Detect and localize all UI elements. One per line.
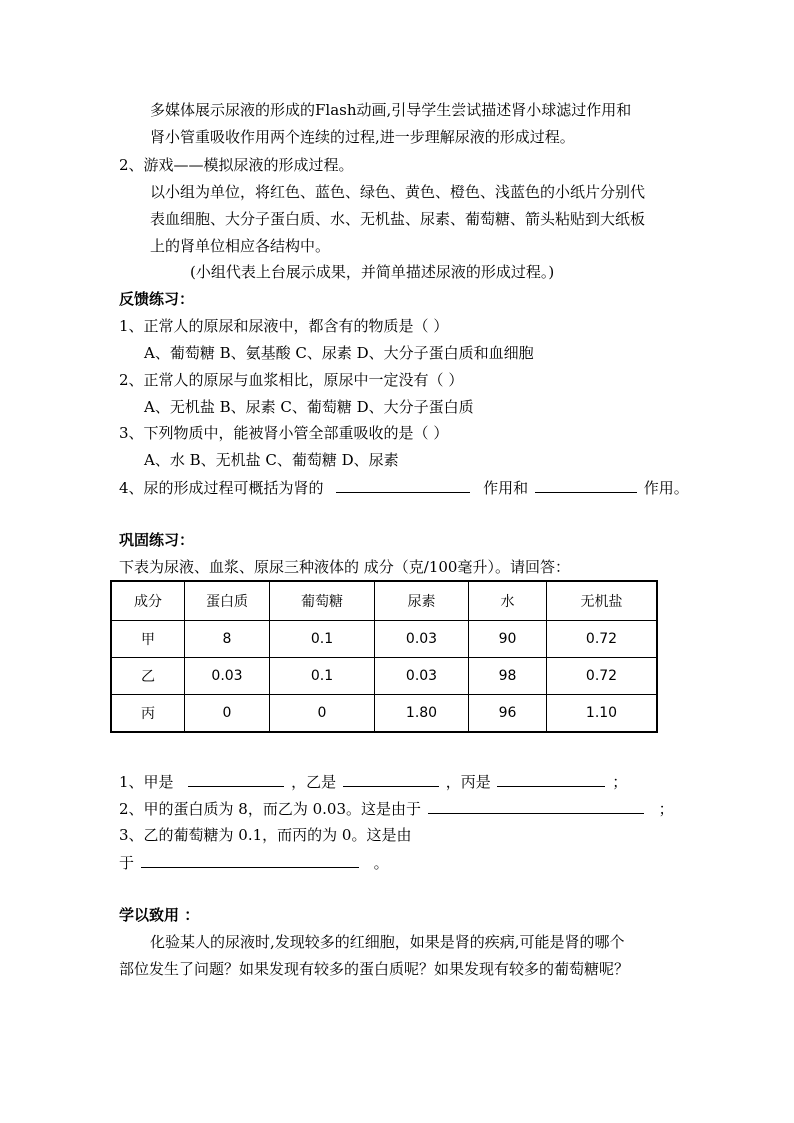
feedback-question-2-options: A、无机盐 B、尿素 C、葡萄糖 D、大分子蛋白质: [144, 398, 474, 416]
answer-blank-4[interactable]: [343, 770, 439, 787]
answer-1-part-1: 1、甲是: [119, 773, 174, 791]
answer-2-prefix: 2、甲的蛋白质为 8，而乙为 0.03。这是由于: [119, 800, 422, 818]
table-row: [111, 658, 657, 695]
table-cell: 0: [270, 695, 375, 733]
table-cell: 0.03: [375, 621, 469, 658]
table-cell: 0.72: [547, 658, 658, 695]
game-line-3: 上的肾单位相应各结构中。: [150, 237, 331, 255]
table-header-cell: 成分: [111, 581, 185, 621]
feedback-question-4-suffix: 作用。: [643, 479, 689, 497]
feedback-question-1: 1、正常人的原尿和尿液中，都含有的物质是（ ）: [119, 317, 449, 335]
table-cell: 0.1: [270, 658, 375, 695]
table-cell: 0.72: [547, 621, 658, 658]
feedback-question-2: 2、正常人的原尿与血浆相比，原尿中一定没有（ ）: [119, 371, 464, 389]
apply-line-1: 化验某人的尿液时,发现较多的红细胞，如果是肾的疾病,可能是肾的哪个: [150, 933, 625, 951]
table-cell: 1.10: [547, 695, 658, 733]
table-cell: 丙: [111, 695, 185, 733]
table-cell: 0.03: [185, 658, 270, 695]
feedback-question-3-options: A、水 B、无机盐 C、葡萄糖 D、尿素: [144, 451, 399, 469]
answer-blank-6[interactable]: [428, 797, 644, 814]
table-cell: 8: [185, 621, 270, 658]
answer-blank-5[interactable]: [497, 770, 605, 787]
table-cell: 96: [469, 695, 547, 733]
game-line-2: 表血细胞、大分子蛋白质、水、无机盐、尿素、葡萄糖、箭头粘贴到大纸板: [150, 210, 646, 228]
answer-1-part-2: ，乙是: [291, 773, 337, 791]
table-header-row: [111, 581, 657, 621]
table-cell: 0: [185, 695, 270, 733]
answer-line-3: 3、乙的葡萄糖为 0.1，而丙的为 0。这是由: [119, 826, 412, 844]
feedback-question-4-prefix: 4、尿的形成过程可概括为肾的: [119, 479, 324, 497]
answer-line-1: [119, 770, 627, 793]
answer-line-3-continued: [119, 851, 389, 874]
table-cell: 甲: [111, 621, 185, 658]
table-header-cell: 尿素: [375, 581, 469, 621]
answer-1-part-3: ，丙是: [445, 773, 491, 791]
answer-3-suffix: 。: [373, 854, 389, 872]
intro-line-1: 多媒体展示尿液的形成的Flash动画,引导学生尝试描述肾小球滤过作用和: [150, 101, 632, 119]
answer-1-part-4: ；: [612, 773, 628, 791]
answer-blank-7[interactable]: [141, 851, 359, 868]
answer-blank-1[interactable]: [336, 476, 470, 493]
game-line-1: 以小组为单位，将红色、蓝色、绿色、黄色、橙色、浅蓝色的小纸片分别代: [150, 183, 646, 201]
answer-2-suffix: ；: [658, 800, 674, 818]
answer-blank-2[interactable]: [535, 476, 637, 493]
table-cell: 0.03: [375, 658, 469, 695]
table-header-cell: 蛋白质: [185, 581, 270, 621]
table-row: [111, 695, 657, 733]
answer-line-2: [119, 797, 674, 820]
table-cell: 0.1: [270, 621, 375, 658]
table-cell: 90: [469, 621, 547, 658]
table-cell: 乙: [111, 658, 185, 695]
apply-line-2: 部位发生了问题？如果发现有较多的蛋白质呢？如果发现有较多的葡萄糖呢？: [119, 960, 630, 978]
answer-3-prefix: 于: [119, 854, 135, 872]
intro-line-2: 肾小管重吸收作用两个连续的过程,进一步理解尿液的形成过程。: [150, 128, 575, 146]
table-header-cell: 无机盐: [547, 581, 658, 621]
table-header-cell: 葡萄糖: [270, 581, 375, 621]
feedback-question-4-middle: 作用和: [483, 479, 529, 497]
apply-title: 学以致用 ：: [119, 906, 200, 924]
game-heading: 2、游戏——模拟尿液的形成过程。: [119, 156, 354, 174]
table-cell: 98: [469, 658, 547, 695]
feedback-question-4: [119, 476, 689, 499]
table-header-cell: 水: [469, 581, 547, 621]
feedback-question-3: 3、下列物质中，能被肾小管全部重吸收的是（ ）: [119, 424, 449, 442]
composition-table: [110, 580, 658, 733]
feedback-question-1-options: A、葡萄糖 B、氨基酸 C、尿素 D、大分子蛋白质和血细胞: [144, 344, 534, 362]
consolidate-intro: 下表为尿液、血浆、原尿三种液体的 成分（克/100毫升）。请回答：: [119, 558, 570, 576]
game-line-4: (小组代表上台展示成果，并简单描述尿液的形成过程。): [190, 263, 555, 281]
feedback-title: 反馈练习：: [119, 290, 195, 308]
table-cell: 1.80: [375, 695, 469, 733]
table-row: [111, 621, 657, 658]
answer-blank-3[interactable]: [188, 770, 284, 787]
consolidate-title: 巩固练习：: [119, 531, 195, 549]
